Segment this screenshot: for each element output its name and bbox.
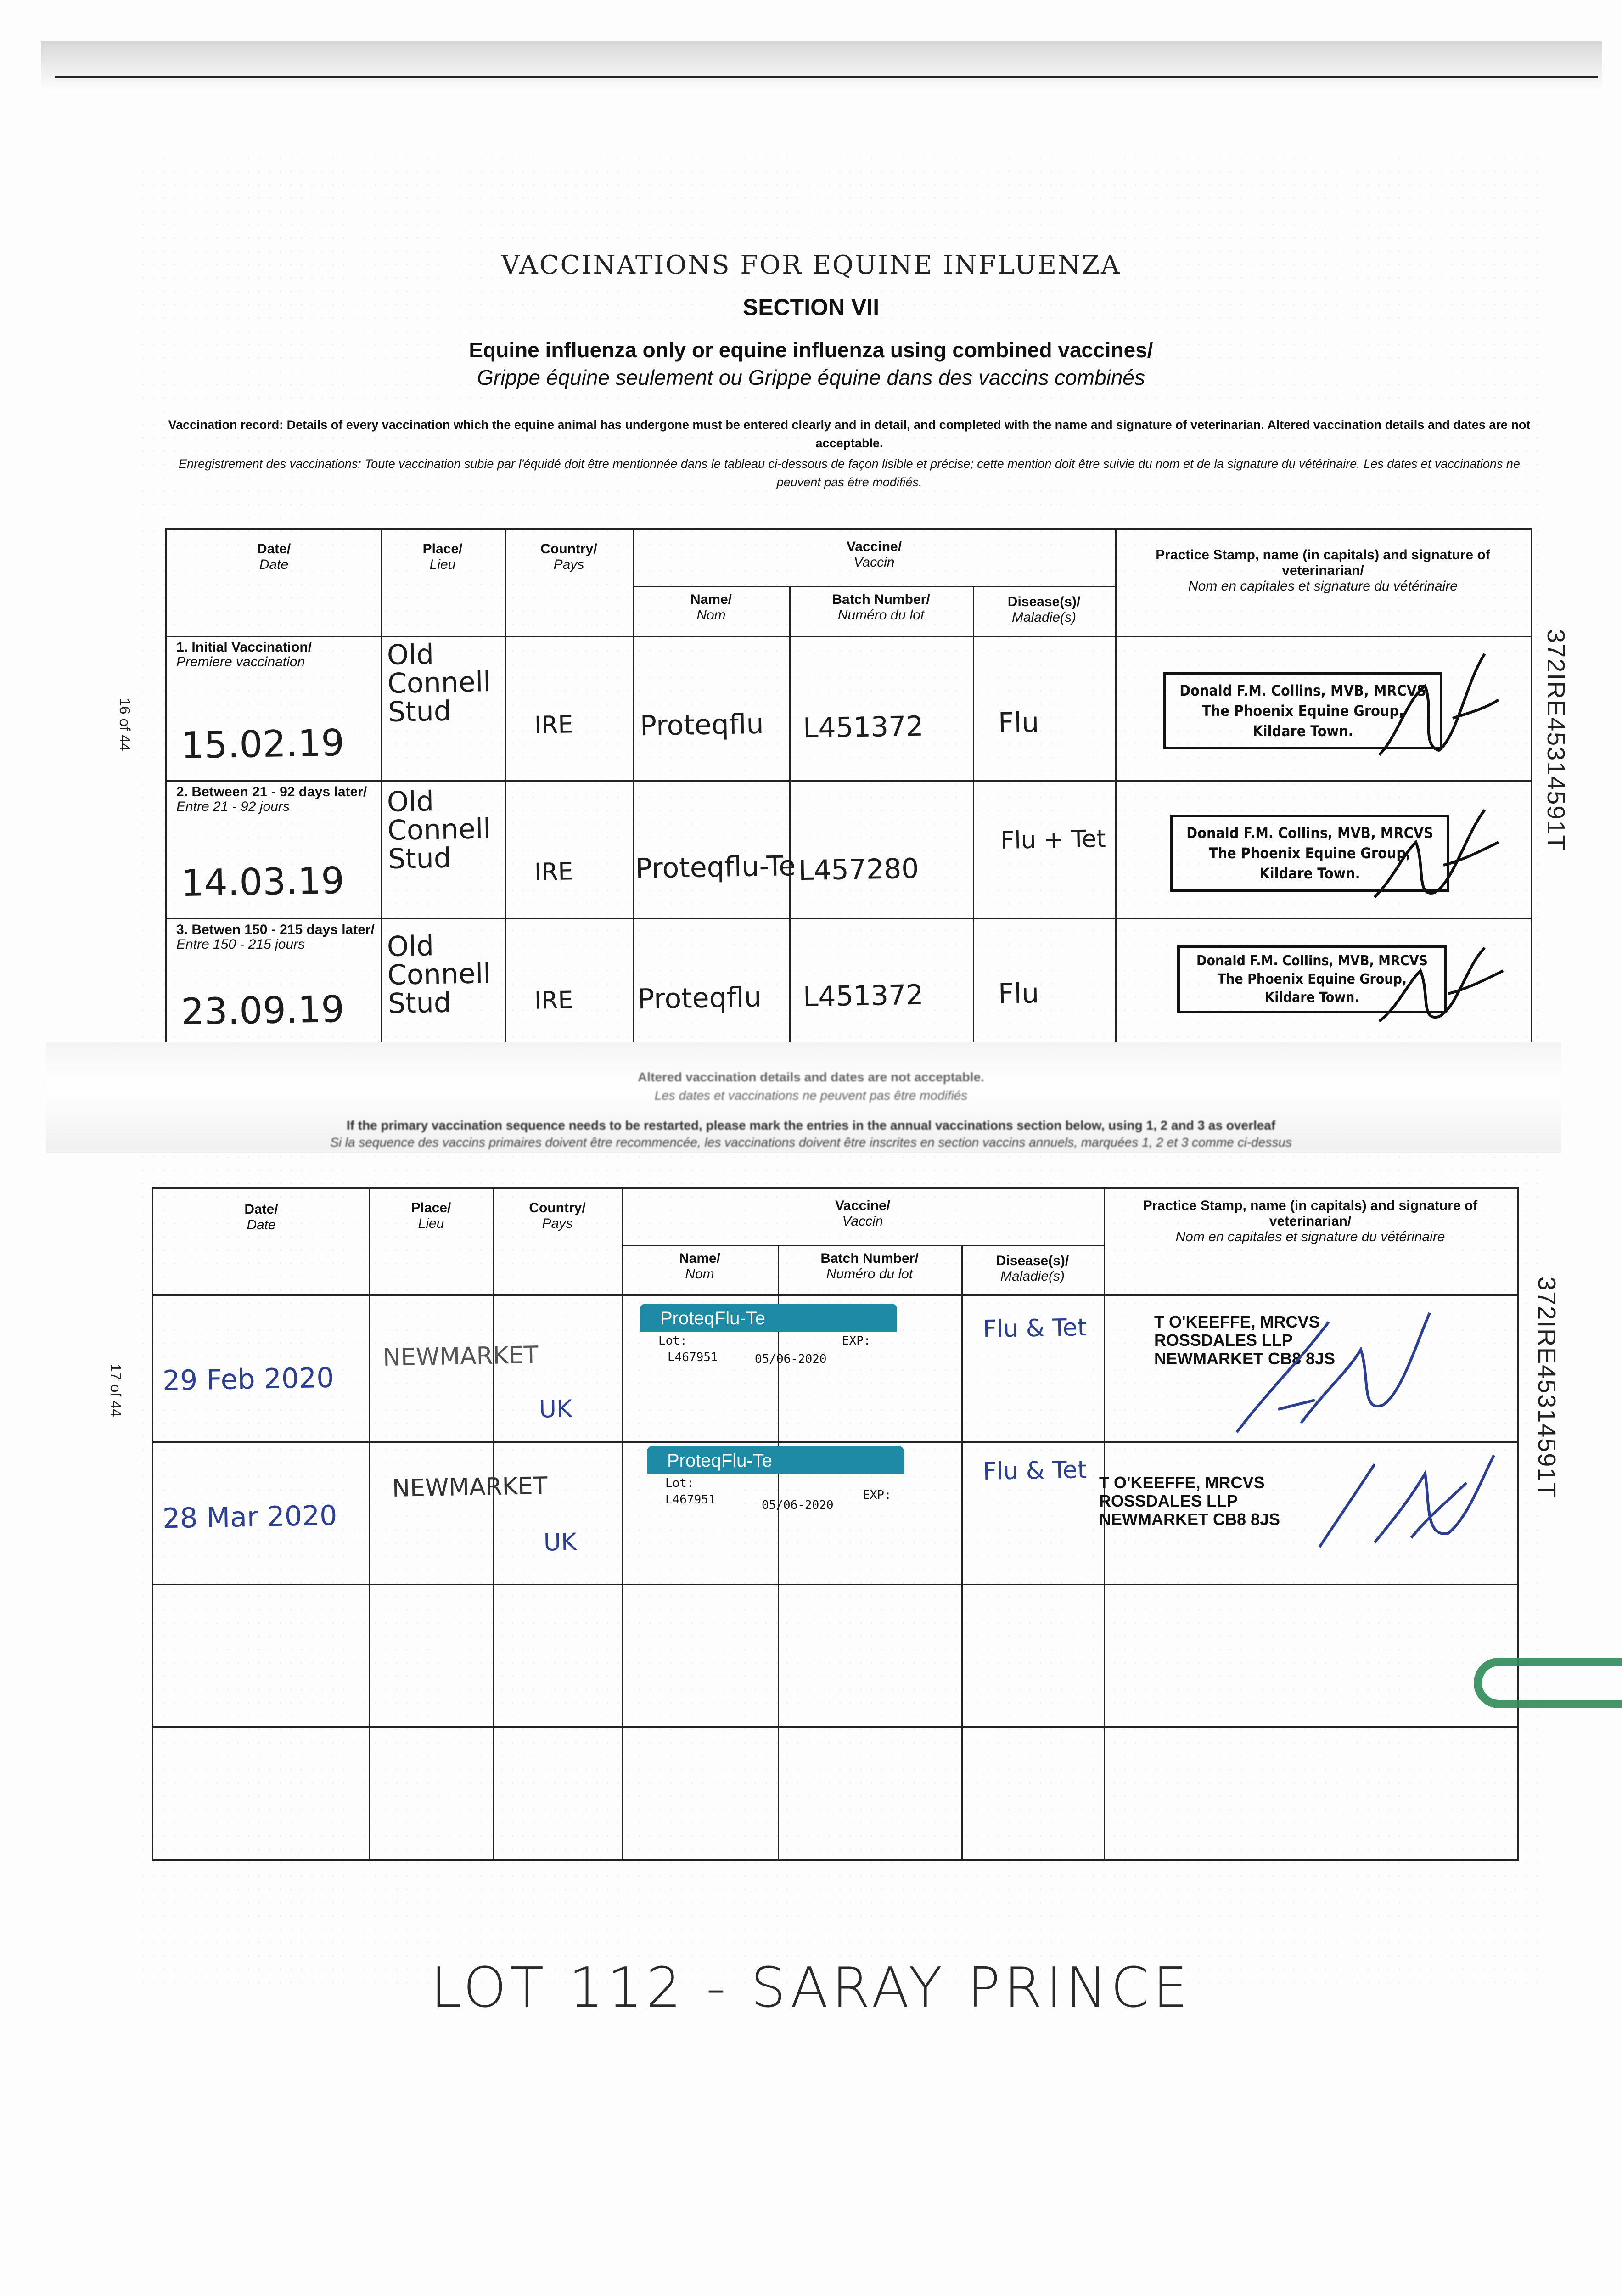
footer-lot-label: LOT 112 - SARAY PRINCE (431, 1956, 1191, 2020)
annual2-date: 28 Mar 2020 (162, 1499, 337, 1535)
doc-title: VACCINATIONS FOR EQUINE INFLUENZA (501, 250, 1121, 280)
row1-vet-stamp: Donald F.M. Collins, MVB, MRCVS The Phoenix Equine Group, Kildare Town. (1163, 672, 1442, 749)
notice-line4: Si la sequence des vaccins primaires doivent être recommencée, les vaccinations doivent être inscrites en section vaccins annuels, marquées 1, 2 et 3 comme ci-dessus (330, 1135, 1292, 1149)
row1-signature-icon (1370, 645, 1508, 769)
row3-vaccine-name: Proteqflu (637, 981, 762, 1016)
col-batch-header: Batch Number/ Numéro du lot (832, 592, 930, 623)
annual1-lot: L467951 (668, 1351, 718, 1364)
notice-line1: Altered vaccination details and dates are not acceptable. (638, 1070, 984, 1084)
intro-fr: Enregistrement des vaccinations: Toute vaccination subie par l'équidé doit être mentionnée dans le tableau ci-dessous de façon lisible et précise; cette mention doit être suivie du nom et de la signature du vétérinaire. Les dates et vaccinations ne peuvent pas être modifiés. (179, 457, 1520, 489)
annual1-place: NEWMARKET (382, 1341, 539, 1372)
row1-place: Old Connell Stud (387, 638, 491, 728)
col2-name-header: Name/ Nom (679, 1251, 721, 1282)
col2-place-header: Place/ Lieu (411, 1200, 451, 1231)
col-country-header: Country/ Pays (540, 541, 597, 572)
col2-date-header: Date/ Date (244, 1202, 278, 1232)
intro-en: Vaccination record: Details of every vaccination which the equine animal has undergone must be entered clearly and in detail, and completed with the name and signature of veterinarian. Altered vaccination details and dates are not acceptable. (168, 418, 1531, 450)
col-disease-header: Disease(s)/ Maladie(s) (1007, 594, 1081, 625)
side-id-bottom: 372IRE45314591T (1533, 1277, 1560, 1499)
row1-vaccine-name: Proteqflu (640, 708, 764, 743)
annual1-signature-icon (1209, 1304, 1439, 1441)
annual1-exp: 05/06-2020 (755, 1352, 827, 1366)
col2-stamp-header: Practice Stamp, name (in capitals) and signature of veterinarian/ Nom en capitales et signature du vétérinaire (1143, 1198, 1478, 1244)
row1-label: 1. Initial Vaccination/ Premiere vaccination (176, 640, 312, 670)
annual1-vaccine-label: ProteqFlu-Te Lot: EXP: L467951 05/06-2020 (640, 1304, 897, 1373)
subtitle-en: Equine influenza only or equine influenza using combined vaccines/ (469, 338, 1153, 362)
row1-date: 15.02.19 (180, 721, 345, 767)
annual2-lot: L467951 (665, 1493, 716, 1507)
row3-place: Old Connell Stud (387, 930, 491, 1020)
row2-signature-icon (1361, 796, 1508, 916)
row3-disease: Flu (998, 977, 1039, 1010)
annual2-country: UK (543, 1528, 577, 1557)
annual2-exp: 05/06-2020 (762, 1498, 834, 1512)
row2-disease: Flu + Tet (1000, 825, 1106, 855)
row2-label: 2. Between 21 - 92 days later/ Entre 21 - 92 jours (176, 784, 367, 814)
row3-country: IRE (534, 986, 573, 1015)
row3-label: 3. Betwen 150 - 215 days later/ Entre 150 - 215 jours (176, 922, 375, 952)
annual2-signature-icon (1310, 1446, 1503, 1556)
col2-disease-header: Disease(s)/ Maladie(s) (996, 1253, 1069, 1284)
row2-date: 14.03.19 (180, 859, 345, 905)
col-stamp-header: Practice Stamp, name (in capitals) and signature of veterinarian/ Nom en capitales et signature du vétérinaire (1156, 547, 1490, 594)
row2-vet-stamp: Donald F.M. Collins, MVB, MRCVS The Phoenix Equine Group, Kildare Town. (1170, 815, 1449, 892)
row2-batch: L457280 (798, 852, 920, 887)
section-title: SECTION VII (742, 294, 880, 320)
col-date-header: Date/ Date (257, 541, 291, 572)
annual-vaccination-table (152, 1187, 1519, 1861)
page-number-top: 16 of 44 (117, 698, 133, 751)
row1-disease: Flu (998, 706, 1039, 739)
annual2-disease: Flu & Tet (982, 1456, 1087, 1486)
annual2-vet-stamp: T O'KEEFFE, MRCVS ROSSDALES LLP NEWMARKET CB8 8JS (1099, 1473, 1280, 1529)
notice-line2: Les dates et vaccinations ne peuvent pas être modifiés (654, 1088, 968, 1103)
row1-country: IRE (534, 711, 573, 739)
scan-shadow (41, 41, 1602, 92)
col-vaccine-header: Vaccine/ Vaccin (846, 539, 902, 570)
row3-date: 23.09.19 (180, 987, 345, 1034)
subtitle-fr: Grippe équine seulement ou Grippe équine dans des vaccins combinés (477, 366, 1145, 389)
side-id-top: 372IRE45314591T (1542, 629, 1570, 851)
primary-vaccination-table (165, 528, 1532, 1051)
paperclip-icon (1474, 1658, 1622, 1708)
col2-vaccine-header: Vaccine/ Vaccin (835, 1198, 891, 1229)
col2-country-header: Country/ Pays (529, 1200, 586, 1231)
row3-vet-stamp: Donald F.M. Collins, MVB, MRCVS The Phoenix Equine Group, Kildare Town. (1177, 945, 1447, 1013)
annual1-disease: Flu & Tet (982, 1314, 1087, 1343)
col2-batch-header: Batch Number/ Numéro du lot (820, 1251, 919, 1282)
col-name-header: Name/ Nom (690, 592, 732, 623)
row1-batch: L451372 (803, 710, 924, 745)
annual1-vet-stamp: T O'KEEFFE, MRCVS ROSSDALES LLP NEWMARKET CB8 8JS (1154, 1312, 1336, 1368)
notice-line3: If the primary vaccination sequence needs to be restarted, please mark the entries in the annual vaccinations section below, using 1, 2 and 3 as overleaf (346, 1118, 1276, 1132)
annual1-date: 29 Feb 2020 (162, 1362, 335, 1397)
col-place-header: Place/ Lieu (422, 541, 463, 572)
row3-batch: L451372 (803, 979, 924, 1013)
row2-vaccine-name: Proteqflu-Te (635, 850, 796, 885)
page-number-bottom: 17 of 44 (107, 1364, 124, 1417)
row3-signature-icon (1370, 934, 1508, 1035)
annual1-country: UK (539, 1395, 572, 1424)
row2-place: Old Connell Stud (387, 785, 491, 875)
annual2-vaccine-label: ProteqFlu-Te Lot: EXP: L467951 05/06-2020 (647, 1446, 904, 1515)
top-rule (55, 76, 1598, 78)
row2-country: IRE (534, 858, 573, 886)
annual2-place: NEWMARKET (392, 1472, 548, 1503)
